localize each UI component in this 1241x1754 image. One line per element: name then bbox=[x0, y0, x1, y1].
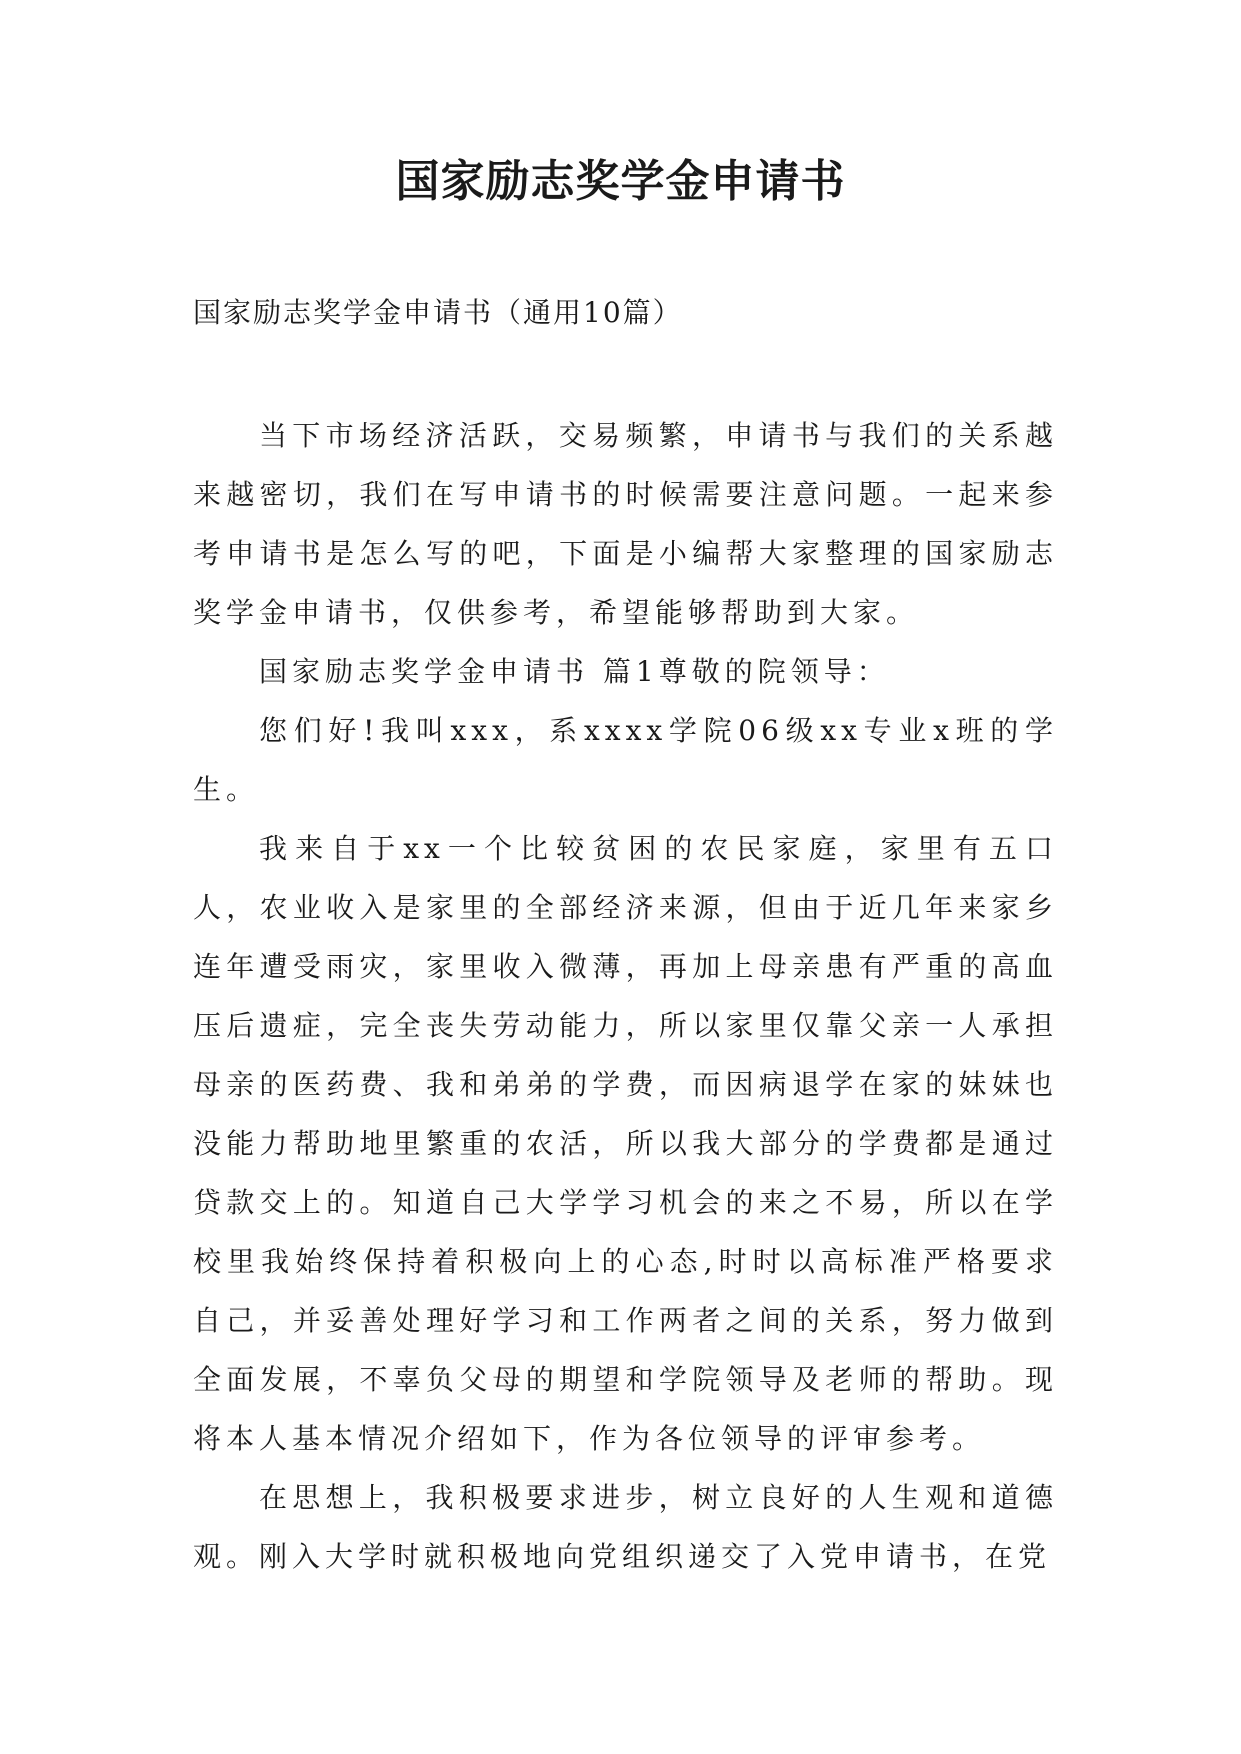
document-body bbox=[193, 406, 1058, 1586]
paragraph-intro: 当下市场经济活跃，交易频繁，申请书与我们的关系越来越密切，我们在写申请书的时候需要注意问题。一起来参考申请书是怎么写的吧，下面是小编帮大家整理的国家励志奖学金申请书，仅供参考，希望能够帮助到大家。 bbox=[193, 419, 1058, 629]
paragraph-greeting: 您们好!我叫xxx，系xxxx学院06级xx专业x班的学生。 bbox=[193, 714, 1058, 806]
paragraph-salutation: 国家励志奖学金申请书 篇1尊敬的院领导： bbox=[259, 655, 890, 688]
paragraph-background: 我来自于xx一个比较贫困的农民家庭，家里有五口人，农业收入是家里的全部经济来源，但由于近几年来家乡连年遭受雨灾，家里收入微薄，再加上母亲患有严重的高血压后遗症，完全丧失劳动能力，所以家里仅靠父亲一人承担母亲的医药费、我和弟弟的学费，而因病退学在家的妹妹也没能力帮助地里繁重的农活，所以我大部分的学费都是通过贷款交上的。知道自己大学学习机会的来之不易，所以在学校里我始终保持着积极向上的心态,时时以高标准严格要求自己，并妥善处理好学习和工作两者之间的关系，努力做到全面发展，不辜负父母的期望和学院领导及老师的帮助。现将本人基本情况介绍如下，作为各位领导的评审参考。 bbox=[193, 832, 1058, 1455]
document-subtitle: 国家励志奖学金申请书（通用10篇） bbox=[193, 296, 683, 329]
paragraph-ideology: 在思想上，我积极要求进步，树立良好的人生观和道德观。刚入大学时就积极地向党组织递交了入党申请书，在党 bbox=[193, 1481, 1058, 1573]
document-title: 国家励志奖学金申请书 bbox=[395, 156, 846, 207]
